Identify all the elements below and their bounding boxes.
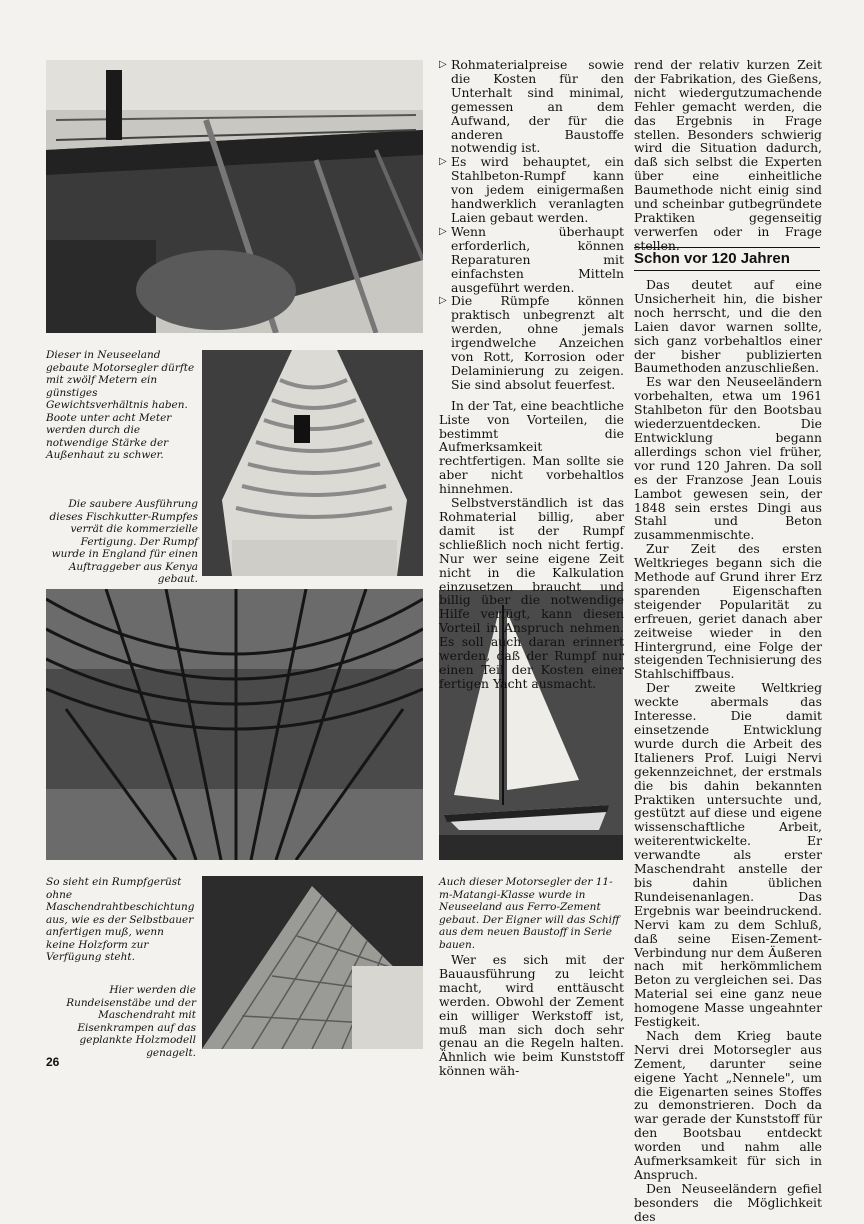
- caption-rumpfgeruest: So sieht ein Rumpfgerüst ohne Maschendrahtbeschichtung aus, wie es der Selbstbauer anfertigen muß, wenn keine Holzform zur Verfügung steht.: [46, 876, 195, 963]
- rumpfgeruest-photo: [46, 589, 423, 860]
- column-2-lower: [439, 953, 624, 1078]
- paragraph: Der zweite Weltkrieg weckte abermals das Interesse. Die damit einsetzende Entwicklung wurde durch die Arbeit des Italieners Prof. Luigi Nervi gekennzeichnet, der erstmals die bis dahin bekannten Praktiken untersuchte und, gestützt auf diese und eigene wissenschaftliche Arbeit, weiterentwickelte. Er verwandte als erster Maschendraht anstelle der bis dahin üblichen Rundeisenanlagen. Das Ergebnis war beeindruckend. Nervi kam zu dem Schluß, daß seine Eisen-Zement-Verbindung nur dem Äußeren nach mit herkömmlichem Beton zu vergleichen sei. Das Material sei eine ganz neue homogene Masse ungeahnter Festigkeit.: [634, 680, 822, 1030]
- triangle-bullet-icon: ▷: [439, 295, 447, 307]
- list-item: ▷ Wenn überhaupt erforderlich, können Reparaturen mit einfachsten Mitteln ausgeführt werden.: [439, 223, 624, 295]
- paragraph: rend der relativ kurzen Zeit der Fabrikation, des Gießens, nicht wiedergutzumachende Fehler gemacht werden, die das Ergebnis in Frage stellen. Besonders schwierig wird die Situation dadurch, daß sich selbst die Experten über eine einheitliche Baumethode nicht einig sind und scheinbar gutbegründete Praktiken gegenseitig verwerfen oder in Frage stellen.: [634, 57, 822, 253]
- paragraph: Nach dem Krieg baute Nervi drei Motorsegler aus Zement, darunter seine eigene Yacht „Nennele", um die Eigenarten seines Stoffes zu demonstrieren. Doch da war gerade der Kunststoff für den Bootsbau entdeckt worden und nahm alle Aufmerksamkeit für sich in Anspruch.: [634, 1027, 822, 1182]
- paragraph: In der Tat, eine beachtliche Liste von Vorteilen, die bestimmt die Aufmerksamkeit rechtfertigen. Man sollte sie aber nicht vorbehaltlos hinnehmen.: [439, 397, 624, 497]
- paragraph: Zur Zeit des ersten Weltkrieges begann sich die Methode auf Grund ihrer Erz sparenden Eigenschaften steigender Popularität zu erfreuen, geriet danach aber zeitweise wieder in den Hintergrund, eine Folge der steigenden Technisierung des Stahlschiffbaus.: [634, 541, 822, 682]
- page-number: 26: [46, 1055, 60, 1069]
- triangle-bullet-icon: ▷: [439, 156, 447, 168]
- paragraph: Den Neuseeländern gefiel besonders die Möglichkeit des: [634, 1180, 822, 1224]
- caption-rundeisen: Hier werden die Rundeisenstäbe und der Maschendraht mit Eisenkrampen auf das geplankte Holzmodell genagelt.: [66, 984, 196, 1059]
- column-2-upper: [439, 58, 624, 691]
- column-3-lower: [634, 278, 822, 1224]
- list-item: ▷ Es wird behauptet, ein Stahlbeton-Rumpf kann von jedem einigermaßen handwerklich veranlagten Laien gebaut werden.: [439, 154, 624, 225]
- triangle-bullet-icon: ▷: [439, 225, 447, 237]
- fischkutter-photo: [202, 350, 423, 576]
- caption-fischkutter: Die saubere Ausführung dieses Fischkutter-Rumpfes verrät die kommerzielle Fertigung. Der Rumpf wurde in England für einen Auftraggeber aus Kenya gebaut.: [49, 498, 198, 585]
- caption-matangi: Auch dieser Motorsegler der 11-m-Matangi-Klasse wurde in Neuseeland aus Ferro-Zement gebaut. Der Eigner will das Schiff aus dem neuen Baustoff in Serie bauen.: [439, 876, 620, 951]
- list-item: ▷ Die Rümpfe können praktisch unbegrenzt alt werden, ohne jemals irgendwelche Anzeichen von Rott, Korrosion oder Delaminierung zu zeigen. Sie sind absolut feuerfest.: [439, 293, 624, 392]
- section-heading: Schon vor 120 Jahren: [634, 247, 820, 271]
- motorsegler-photo: [46, 60, 423, 333]
- advantages-list: [439, 58, 624, 392]
- list-item: ▷ Rohmaterialpreise sowie die Kosten für den Unterhalt sind minimal, gemessen an dem Aufwand, der für die anderen Baustoffe notwendig ist.: [439, 57, 624, 156]
- rundeisen-photo: [202, 876, 423, 1049]
- column-3-upper: [634, 58, 822, 253]
- paragraph: Das deutet auf eine Unsicherheit hin, die bisher noch herrscht, und die den Laien davor warnen sollte, sich ganz vorbehaltlos einer der bisher publizierten Baumethoden anzuschließen.: [634, 277, 822, 376]
- paragraph: Es war den Neuseeländern vorbehalten, etwa um 1961 Stahlbeton für den Bootsbau wiederzuentdecken. Die Entwicklung begann allerdings schon viel früher, vor rund 120 Jahren. Da soll es der Franzose Jean Louis Lambot gewesen sein, der 1848 sein erstes Dingi aus Stahl und Beton zusammenmischte.: [634, 374, 822, 543]
- triangle-bullet-icon: ▷: [439, 59, 447, 70]
- caption-motorsegler: Dieser in Neuseeland gebaute Motorsegler dürfte mit zwölf Metern ein günstiges Gewichtsverhältnis haben. Boote unter acht Meter werden durch die notwendige Stärke der Außenhaut zu schwer.: [46, 349, 195, 461]
- paragraph: Selbstverständlich ist das Rohmaterial billig, aber damit ist der Rumpf schließlich noch nicht fertig. Nur wer seine eigene Zeit nicht in die Kalkulation einzusetzen braucht und billig über die notwendige Hilfe verfügt, kann diesen Vorteil in Anspruch nehmen. Es soll auch daran erinnert werden, daß der Rumpf nur einen Teil der Kosten einer fertigen Yacht ausmacht.: [439, 495, 624, 691]
- paragraph: Wer es sich mit der Bauausführung zu leicht macht, wird enttäuscht werden. Obwohl der Zement ein williger Werkstoff ist, muß man sich doch sehr genau an die Regeln halten. Ähnlich wie beim Kunststoff können wäh-: [439, 952, 624, 1079]
